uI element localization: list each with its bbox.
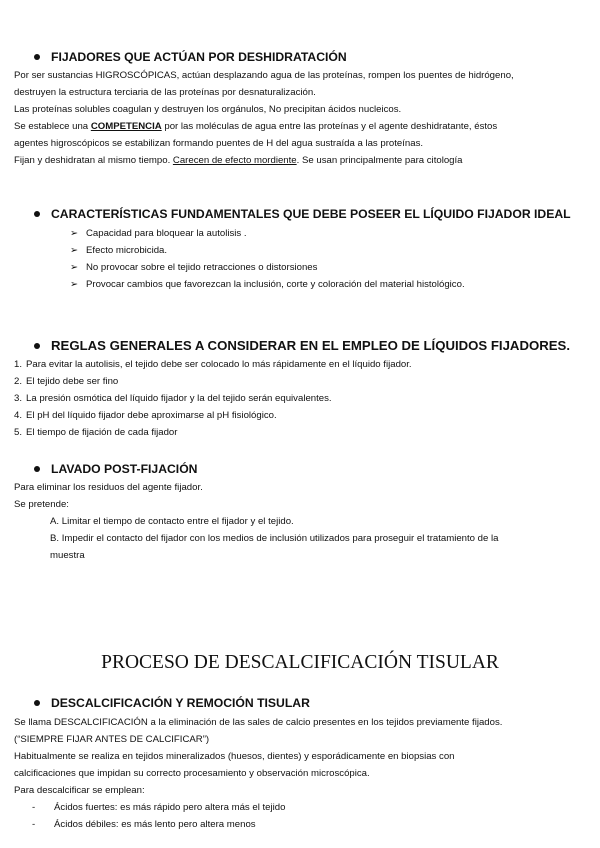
list-item: ➢ Provocar cambios que favorezcan la inclusión, corte y coloración del material histológico. xyxy=(70,279,465,290)
paragraph-line: Fijan y deshidratan al mismo tiempo. Carecen de efecto mordiente. Se usan principalmente para citología xyxy=(14,155,463,166)
list-item: 3. La presión osmótica del líquido fijador y la del tejido serán equivalentes. xyxy=(14,393,332,404)
page-title: PROCESO DE DESCALCIFICACIÓN TISULAR xyxy=(101,652,499,673)
paragraph-line: agentes higroscópicos se estabilizan formando puentes de H del agua sustraída a las proteínas. xyxy=(14,138,424,149)
list-item: 5. El tiempo de fijación de cada fijador xyxy=(14,427,178,438)
bullet-icon xyxy=(34,54,40,60)
bullet-icon xyxy=(34,211,40,217)
bullet-icon xyxy=(34,466,40,472)
arrow-bullet-icon: ➢ xyxy=(70,245,79,256)
bullet-icon xyxy=(34,700,40,706)
section-heading-caracteristicas: CARACTERÍSTICAS FUNDAMENTALES QUE DEBE POSEER EL LÍQUIDO FIJADOR IDEAL xyxy=(34,207,571,221)
paragraph-line: Para descalcificar se emplean: xyxy=(14,785,145,796)
dash-bullet-icon: - xyxy=(32,802,36,813)
competencia-term: COMPETENCIA xyxy=(90,121,162,132)
list-item: 2. El tejido debe ser fino xyxy=(14,376,119,387)
list-item: ➢ Capacidad para bloquear la autolisis . xyxy=(70,228,247,239)
arrow-bullet-icon: ➢ xyxy=(70,262,79,273)
paragraph-line: Por ser sustancias HIGROSCÓPICAS, actúan desplazando agua de las proteínas, rompen los puentes de hidrógeno, xyxy=(14,70,514,81)
list-item: ➢ Efecto microbicida. xyxy=(70,245,168,256)
paragraph-line: Se pretende: xyxy=(14,499,69,510)
underlined-phrase: Carecen de efecto mordiente xyxy=(172,155,297,166)
paragraph-line: Habitualmente se realiza en tejidos mineralizados (huesos, dientes) y esporádicamente en biopsias con xyxy=(14,751,455,762)
section-heading-lavado: LAVADO POST-FIJACIÓN xyxy=(34,462,197,476)
list-item: - Ácidos débiles: es más lento pero altera menos xyxy=(32,819,256,830)
dash-bullet-icon: - xyxy=(32,819,36,830)
section-heading-fijadores: FIJADORES QUE ACTÚAN POR DESHIDRATACIÓN xyxy=(34,50,347,64)
section-heading-descalcificacion: DESCALCIFICACIÓN Y REMOCIÓN TISULAR xyxy=(34,696,310,710)
paragraph-line: destruyen la estructura terciaria de las proteínas por desnaturalización. xyxy=(14,87,316,98)
paragraph-line: Se llama DESCALCIFICACIÓN a la eliminación de las sales de calcio presentes en los tejidos previamente fijados. xyxy=(14,717,503,728)
paragraph-line: Para eliminar los residuos del agente fijador. xyxy=(14,482,203,493)
paragraph-line: (“SIEMPRE FIJAR ANTES DE CALCIFICAR”) xyxy=(14,734,210,745)
list-item: B. Impedir el contacto del fijador con los medios de inclusión utilizados para proseguir el tratamiento de la xyxy=(50,533,499,544)
list-item: - Ácidos fuertes: es más rápido pero altera más el tejido xyxy=(32,802,286,813)
list-item: 1. Para evitar la autolisis, el tejido debe ser colocado lo más rápidamente en el líquido fijador. xyxy=(14,359,412,370)
list-item: A. Limitar el tiempo de contacto entre el fijador y el tejido. xyxy=(50,516,294,527)
list-item: ➢ No provocar sobre el tejido retracciones o distorsiones xyxy=(70,262,318,273)
bullet-icon xyxy=(34,343,40,349)
list-item-continuation: muestra xyxy=(50,550,85,561)
paragraph-line: calcificaciones que impidan su correcto procesamiento y observación microscópica. xyxy=(14,768,370,779)
paragraph-line: Se establece una COMPETENCIA por las moléculas de agua entre las proteínas y el agente deshidratante, éstos xyxy=(14,121,498,132)
arrow-bullet-icon: ➢ xyxy=(70,279,79,290)
paragraph-line: Las proteínas solubles coagulan y destruyen los orgánulos, No precipitan ácidos nucleicos. xyxy=(14,104,402,115)
list-item: 4. El pH del líquido fijador debe aproximarse al pH fisiológico. xyxy=(14,410,277,421)
section-heading-reglas: REGLAS GENERALES A CONSIDERAR EN EL EMPLEO DE LÍQUIDOS FIJADORES. xyxy=(34,338,570,353)
arrow-bullet-icon: ➢ xyxy=(70,228,79,239)
